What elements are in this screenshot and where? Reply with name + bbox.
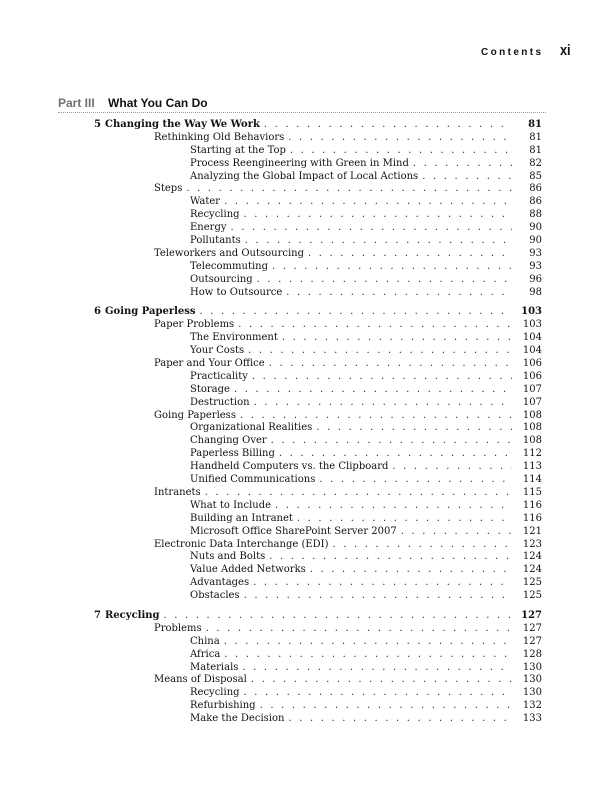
dot-leader <box>224 196 512 209</box>
subsection-row[interactable] <box>60 577 542 590</box>
dot-leader <box>401 526 512 539</box>
part-number: Part III <box>58 96 95 110</box>
chapter-number: 5 <box>94 119 101 130</box>
chapter-page: 127 <box>521 609 542 621</box>
entry-title: Means of Disposal <box>154 674 247 686</box>
chapter-block <box>60 610 542 726</box>
entry-title: Nuts and Bolts <box>190 551 266 563</box>
entry-title: Recycling <box>190 687 240 699</box>
entry-page: 106 <box>522 370 542 382</box>
entry-title: Advantages <box>190 577 250 589</box>
subsection-row[interactable] <box>60 461 542 474</box>
chapter-page: 103 <box>521 306 542 318</box>
subsection-row[interactable] <box>60 435 542 448</box>
dot-leader <box>392 461 512 474</box>
chapter-row[interactable] <box>60 306 542 319</box>
dot-leader <box>240 410 512 423</box>
entry-title: Problems <box>154 622 202 634</box>
entry-title: Paper Problems <box>154 319 235 331</box>
entry-page: 108 <box>522 435 542 447</box>
entry-title: Organizational Realities <box>190 422 313 434</box>
entry-title: Storage <box>190 383 230 395</box>
entry-title: Analyzing the Global Impact of Local Actions <box>190 170 419 182</box>
entry-page: 88 <box>529 209 542 221</box>
entry-page: 106 <box>522 358 542 370</box>
dot-leader <box>234 384 512 397</box>
dot-leader <box>253 577 512 590</box>
entry-title: Paper and Your Office <box>154 358 265 370</box>
entry-page: 104 <box>522 332 542 344</box>
entry-title: Handheld Computers vs. the Clipboard <box>190 461 389 473</box>
entry-page: 113 <box>522 461 542 473</box>
chapter-row[interactable] <box>60 119 542 132</box>
subsection-row[interactable] <box>60 448 542 461</box>
subsection-row[interactable] <box>60 700 542 713</box>
entry-page: 127 <box>522 635 542 647</box>
entry-page: 82 <box>529 157 542 169</box>
entry-page: 125 <box>522 577 542 589</box>
subsection-row[interactable] <box>60 474 542 487</box>
table-of-contents <box>60 119 542 733</box>
dot-leader <box>269 551 512 564</box>
dot-leader <box>308 248 512 261</box>
entry-title: Telecommuting <box>190 260 269 272</box>
entry-title: Obstacles <box>190 590 240 602</box>
dot-leader <box>333 539 512 552</box>
entry-page: 98 <box>529 286 542 298</box>
dot-leader <box>257 274 512 287</box>
entry-title: Building an Intranet <box>190 512 293 524</box>
running-head <box>481 42 572 59</box>
subsection-row[interactable] <box>60 371 542 384</box>
subsection-row[interactable] <box>60 662 542 675</box>
entry-title: Recycling <box>190 209 240 221</box>
dot-leader <box>297 513 512 526</box>
subsection-row[interactable] <box>60 687 542 700</box>
entry-title: Intranets <box>154 486 201 498</box>
dot-leader <box>275 500 512 513</box>
dot-leader <box>260 700 512 713</box>
entry-page: 121 <box>522 525 542 537</box>
entry-title: Energy <box>190 222 227 234</box>
entry-title: Unified Communications <box>190 474 316 486</box>
entry-title: China <box>190 635 220 647</box>
subsection-row[interactable] <box>60 384 542 397</box>
subsection-row[interactable] <box>60 171 542 184</box>
dot-leader <box>316 422 512 435</box>
dot-leader <box>319 474 512 487</box>
part-title: What You Can Do <box>108 96 208 110</box>
dot-leader <box>244 209 512 222</box>
running-head-label: Contents <box>480 47 544 58</box>
dot-leader <box>272 261 512 274</box>
subsection-row[interactable] <box>60 422 542 435</box>
dot-leader <box>164 610 512 623</box>
entry-title: Changing Over <box>190 435 267 447</box>
entry-page: 124 <box>522 564 542 576</box>
entry-title: Destruction <box>190 396 250 408</box>
dot-leader <box>254 397 512 410</box>
dot-leader <box>310 564 512 577</box>
dot-leader <box>286 287 512 300</box>
entry-title: Value Added Networks <box>190 564 306 576</box>
dot-leader <box>271 435 512 448</box>
entry-title: Africa <box>190 648 221 660</box>
dot-leader <box>205 487 512 500</box>
dot-leader <box>224 636 512 649</box>
entry-title: Outsourcing <box>190 273 253 285</box>
dot-leader <box>242 662 512 675</box>
entry-page: 116 <box>522 499 542 511</box>
entry-page: 104 <box>522 345 542 357</box>
part-divider <box>58 112 546 113</box>
dot-leader <box>206 623 512 636</box>
chapter-number: 6 <box>94 306 101 318</box>
entry-title: Practicality <box>190 370 248 382</box>
entry-title: Water <box>190 196 221 208</box>
entry-page: 128 <box>522 648 542 660</box>
dot-leader <box>269 358 512 371</box>
dot-leader <box>288 713 512 726</box>
entry-page: 116 <box>522 512 542 524</box>
subsection-row[interactable] <box>60 526 542 539</box>
dot-leader <box>186 183 512 196</box>
dot-leader <box>244 687 512 700</box>
entry-page: 103 <box>522 319 542 331</box>
entry-page: 123 <box>522 538 542 550</box>
subsection-row[interactable] <box>60 222 542 235</box>
subsection-row[interactable] <box>60 397 542 410</box>
entry-page: 85 <box>529 170 542 182</box>
chapter-title: Changing the Way We Work <box>105 119 260 130</box>
chapter-block <box>60 306 542 602</box>
entry-page: 108 <box>522 422 542 434</box>
subsection-row[interactable] <box>60 649 542 662</box>
dot-leader <box>244 590 512 603</box>
entry-title: Your Costs <box>190 345 245 357</box>
chapter-page: 81 <box>528 119 542 130</box>
entry-page: 115 <box>522 486 542 498</box>
subsection-row[interactable] <box>60 158 542 171</box>
entry-page: 86 <box>529 196 542 208</box>
entry-title: What to Include <box>190 499 272 511</box>
subsection-row[interactable] <box>60 590 542 603</box>
entry-page: 112 <box>522 448 542 460</box>
chapter-row[interactable] <box>60 610 542 623</box>
entry-title: Refurbishing <box>190 700 256 712</box>
subsection-row[interactable] <box>60 261 542 274</box>
dot-leader <box>290 145 512 158</box>
subsection-row[interactable] <box>60 500 542 513</box>
entry-title: Pollutants <box>190 235 241 247</box>
dot-leader <box>413 158 512 171</box>
subsection-row[interactable] <box>60 551 542 564</box>
entry-title: Materials <box>190 661 239 673</box>
entry-page: 107 <box>522 396 542 408</box>
entry-page: 93 <box>529 260 542 272</box>
entry-page: 133 <box>522 713 542 725</box>
dot-leader <box>251 674 512 687</box>
dot-leader <box>231 222 513 235</box>
dot-leader <box>245 235 512 248</box>
entry-title: How to Outsource <box>190 286 283 298</box>
section-row[interactable] <box>60 539 542 552</box>
subsection-row[interactable] <box>60 345 542 358</box>
subsection-row[interactable] <box>60 332 542 345</box>
section-row[interactable] <box>60 410 542 423</box>
entry-page: 96 <box>529 273 542 285</box>
dot-leader <box>264 119 512 132</box>
entry-page: 114 <box>522 474 542 486</box>
subsection-row[interactable] <box>60 145 542 158</box>
entry-page: 108 <box>522 409 542 421</box>
section-row[interactable] <box>60 319 542 332</box>
entry-page: 86 <box>529 183 542 195</box>
dot-leader <box>238 319 512 332</box>
entry-page: 81 <box>529 144 542 156</box>
entry-page: 127 <box>522 622 542 634</box>
dot-leader <box>279 448 512 461</box>
entry-page: 130 <box>522 674 542 686</box>
subsection-row[interactable] <box>60 209 542 222</box>
subsection-row[interactable] <box>60 196 542 209</box>
entry-title: Microsoft Office SharePoint Server 2007 <box>190 525 397 537</box>
subsection-row[interactable] <box>60 287 542 300</box>
entry-page: 90 <box>529 235 542 247</box>
dot-leader <box>422 171 512 184</box>
subsection-row[interactable] <box>60 713 542 726</box>
subsection-row[interactable] <box>60 636 542 649</box>
entry-title: Teleworkers and Outsourcing <box>154 247 305 259</box>
chapter-title: Going Paperless <box>105 306 196 318</box>
dot-leader <box>288 132 512 145</box>
entry-page: 107 <box>522 383 542 395</box>
dot-leader <box>252 371 512 384</box>
entry-page: 130 <box>522 687 542 699</box>
chapter-number: 7 <box>94 609 101 621</box>
entry-title: Process Reengineering with Green in Mind <box>190 157 409 169</box>
section-row[interactable] <box>60 674 542 687</box>
entry-title: Rethinking Old Behaviors <box>154 131 285 143</box>
dot-leader <box>248 345 512 358</box>
page-number: xi <box>560 42 572 59</box>
dot-leader <box>224 649 512 662</box>
section-row[interactable] <box>60 358 542 371</box>
entry-page: 130 <box>522 661 542 673</box>
entry-page: 132 <box>522 700 542 712</box>
entry-title: The Environment <box>190 332 278 344</box>
entry-title: Electronic Data Interchange (EDI) <box>154 538 329 550</box>
subsection-row[interactable] <box>60 564 542 577</box>
entry-page: 125 <box>522 590 542 602</box>
subsection-row[interactable] <box>60 235 542 248</box>
entry-page: 81 <box>529 131 542 143</box>
section-row[interactable] <box>60 487 542 500</box>
section-row[interactable] <box>60 132 542 145</box>
section-row[interactable] <box>60 183 542 196</box>
dot-leader <box>282 332 512 345</box>
entry-page: 93 <box>529 247 542 259</box>
dot-leader <box>200 306 512 319</box>
section-row[interactable] <box>60 248 542 261</box>
entry-title: Starting at the Top <box>190 144 286 156</box>
section-row[interactable] <box>60 623 542 636</box>
entry-title: Going Paperless <box>154 409 236 421</box>
part-heading <box>58 96 208 110</box>
entry-page: 124 <box>522 551 542 563</box>
subsection-row[interactable] <box>60 274 542 287</box>
entry-title: Steps <box>154 183 183 195</box>
entry-title: Make the Decision <box>190 713 285 725</box>
entry-page: 90 <box>529 222 542 234</box>
chapter-title: Recycling <box>105 609 160 621</box>
subsection-row[interactable] <box>60 513 542 526</box>
entry-title: Paperless Billing <box>190 448 275 460</box>
chapter-block <box>60 119 542 299</box>
